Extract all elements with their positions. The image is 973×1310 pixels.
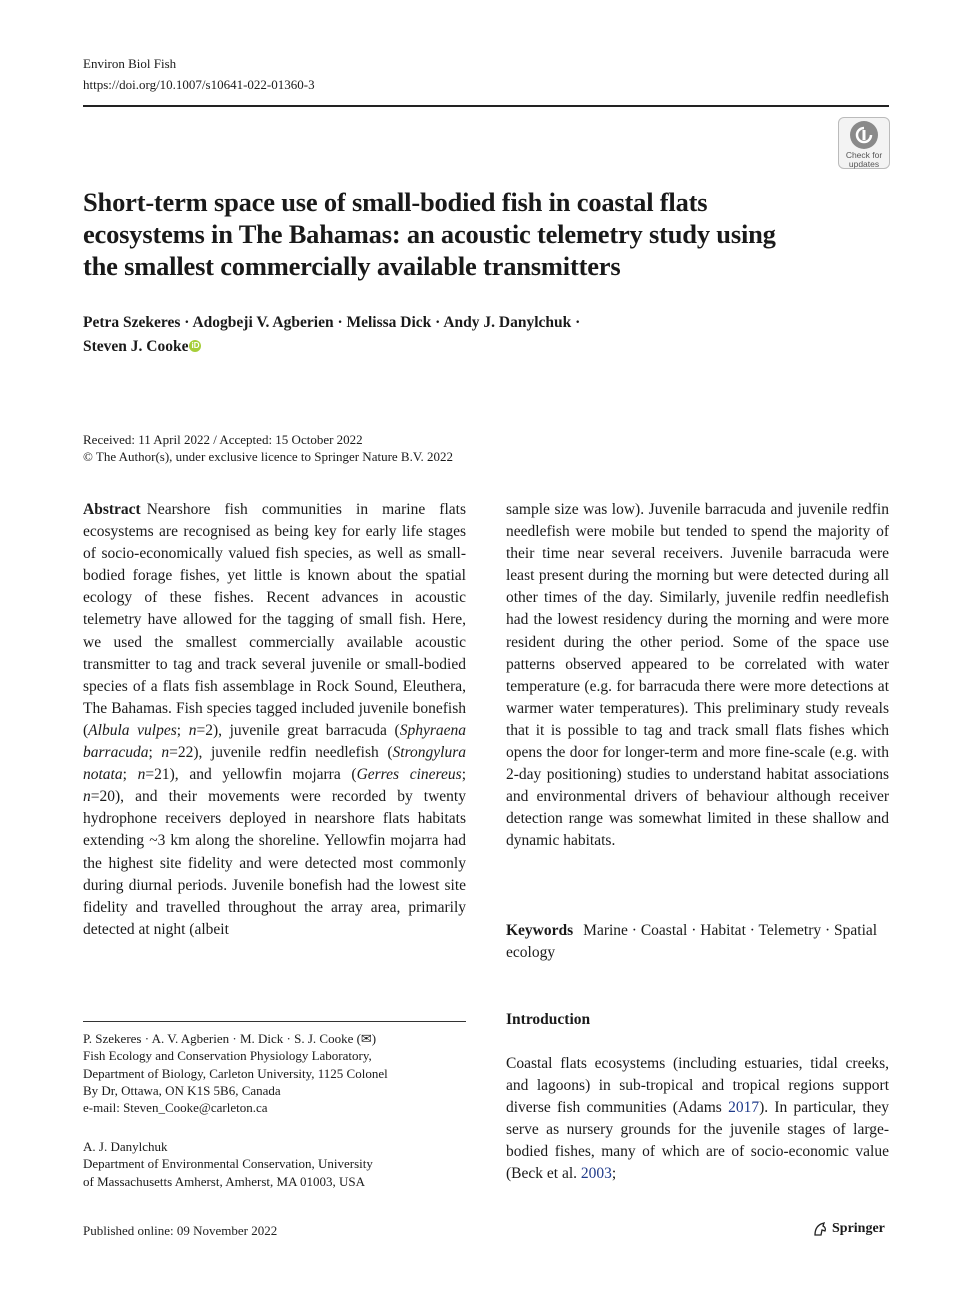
affiliation-rule (83, 1021, 466, 1022)
keywords-list: Marine · Coastal · Habitat · Telemetry · Spatial ecology (506, 922, 878, 962)
affiliation-line: Fish Ecology and Conservation Physiology Laboratory, (83, 1048, 372, 1064)
corresponding-email[interactable]: e-mail: Steven_Cooke@carleton.ca (83, 1100, 268, 1116)
keywords (506, 920, 889, 964)
abstract-text: =2), juvenile great barracuda ( (196, 721, 400, 739)
doi-link[interactable]: https://doi.org/10.1007/s10641-022-01360-3 (83, 77, 315, 92)
sample-size-symbol: n (188, 721, 197, 739)
species-name: Strongylura notata (83, 744, 467, 784)
species-name: Albula vulpes (88, 721, 177, 739)
header-rule (83, 105, 889, 107)
sample-size-symbol: n (83, 788, 91, 806)
keywords-heading: Keywords (506, 922, 574, 939)
abstract-text: =21), and yellowfin mojarra ( (145, 766, 357, 784)
citation-link[interactable]: 2017 (728, 1099, 760, 1117)
affiliation-1 (83, 1030, 466, 1116)
springer-horse-icon (812, 1221, 828, 1237)
affiliation-line: Department of Environmental Conservation, University (83, 1156, 373, 1172)
badge-line2: updates (848, 159, 880, 169)
abstract-heading: Abstract (83, 501, 141, 518)
sample-size-symbol: n (137, 766, 146, 784)
sample-size-symbol: n (161, 744, 170, 762)
intro-text: Coastal flats ecosystems (including estuaries, tidal creeks, and lagoons) in sub-tropical and tropical regions support diverse fish communities (Adams (506, 1055, 889, 1117)
abstract-text: ; (148, 744, 162, 762)
article-title: Short-term space use of small-bodied fish in coastal flats ecosystems in The Bahamas: an acoustic telemetry study using the smallest commercially available transmitters (83, 187, 776, 281)
affiliation-line: of Massachusetts Amherst, Amherst, MA 01003, USA (83, 1173, 366, 1189)
journal-name: Environ Biol Fish (83, 56, 177, 71)
affiliation-names: P. Szekeres · A. V. Agberien · M. Dick · S. J. Cooke (✉) (83, 1031, 377, 1046)
author-list (83, 311, 783, 359)
publisher-name: Springer (832, 1221, 885, 1236)
received-accepted: Received: 11 April 2022 / Accepted: 15 October 2022 (83, 432, 363, 447)
badge-line1: Check for (845, 150, 883, 160)
abstract-left-column (83, 499, 466, 941)
introduction-text (506, 1053, 889, 1186)
check-updates-icon (850, 121, 878, 149)
abstract-text: ; (176, 721, 189, 739)
abstract-text: ; (122, 766, 138, 784)
abstract-text: ; (461, 766, 466, 784)
abstract-text: Nearshore fish communities in marine flats ecosystems are recognised as being key for early life stages of socio-economically valued fish species, as well as small-bodied forage fishes, yet little is known about the spatial ecology of these fishes. Recent advances in acoustic telemetry have allowed for the tagging of small fish. Here, we used the smallest commercially available acoustic transmitter to tag and track several juvenile or small-bodied species of a flats fish assemblage in Rock Sound, Eleuthera, The Bahamas. Fish species tagged included juvenile bonefish ( (83, 501, 466, 739)
copyright-line: © The Author(s), under exclusive licence to Springer Nature B.V. 2022 (83, 449, 454, 464)
intro-text: ; (611, 1165, 617, 1183)
abstract-text: =20), and their movements were recorded by twenty hydrophone receivers deployed in nearshore flats habitats extending ~3 km along the shoreline. Yellowfin mojarra had the highest site fidelity and were detected most commonly during diurnal periods. Juvenile bonefish had the lowest site fidelity and travelled throughout the array area, primarily detected at night (albeit (83, 788, 466, 938)
orcid-icon[interactable]: iD (191, 341, 200, 350)
affiliation-line: By Dr, Ottawa, ON K1S 5B6, Canada (83, 1082, 281, 1098)
abstract-right-column: sample size was low). Juvenile barracuda and juvenile redfin needlefish were mobile but tended to spend the majority of their time near several receivers. Juvenile barracuda were least present during the morning but were detected during all other times of the day. Similarly, juvenile redfin needlefish had the lowest residency during the morning and were more resident during the other period. Some of the space use patterns observed appeared to be correlated with water temperature (e.g. for barracuda there were more detections at warmer water temperatures). This preliminary study reveals that it is possible to tag and track small flats fishes which opens the door for longer-term and more fine-scale (e.g. with 2-day positioning) studies to understand habitat associations and environmental drivers of behaviour although receiver detection range was somewhat limited in these shallow and dynamic habitats. (506, 501, 889, 850)
affiliation-2 (83, 1138, 466, 1190)
species-name: Gerres cinereus (356, 766, 462, 784)
abstract-text: =22), juvenile redfin needlefish ( (169, 744, 393, 762)
article-dates (83, 431, 683, 465)
author-line-1: Petra Szekeres · Adogbeji V. Agberien · Melissa Dick · Andy J. Danylchuk · (83, 314, 581, 331)
citation-link[interactable]: 2003 (580, 1165, 612, 1183)
check-for-updates-badge[interactable] (838, 117, 890, 169)
affiliation-line: Department of Biology, Carleton University, 1125 Colonel (83, 1065, 388, 1081)
species-name: Sphyraena barracuda (83, 721, 466, 762)
publisher-logo (812, 1221, 885, 1237)
author-line-2: Steven J. Cooke (83, 338, 189, 355)
introduction-heading: Introduction (506, 1011, 591, 1028)
published-date: Published online: 09 November 2022 (83, 1223, 278, 1238)
intro-text: ). In particular, they serve as nursery grounds for the juvenile stages of large-bodied fishes, many of which are of socio-economic value (Beck et al. (506, 1099, 890, 1183)
affiliation-names: A. J. Danylchuk (83, 1139, 168, 1154)
